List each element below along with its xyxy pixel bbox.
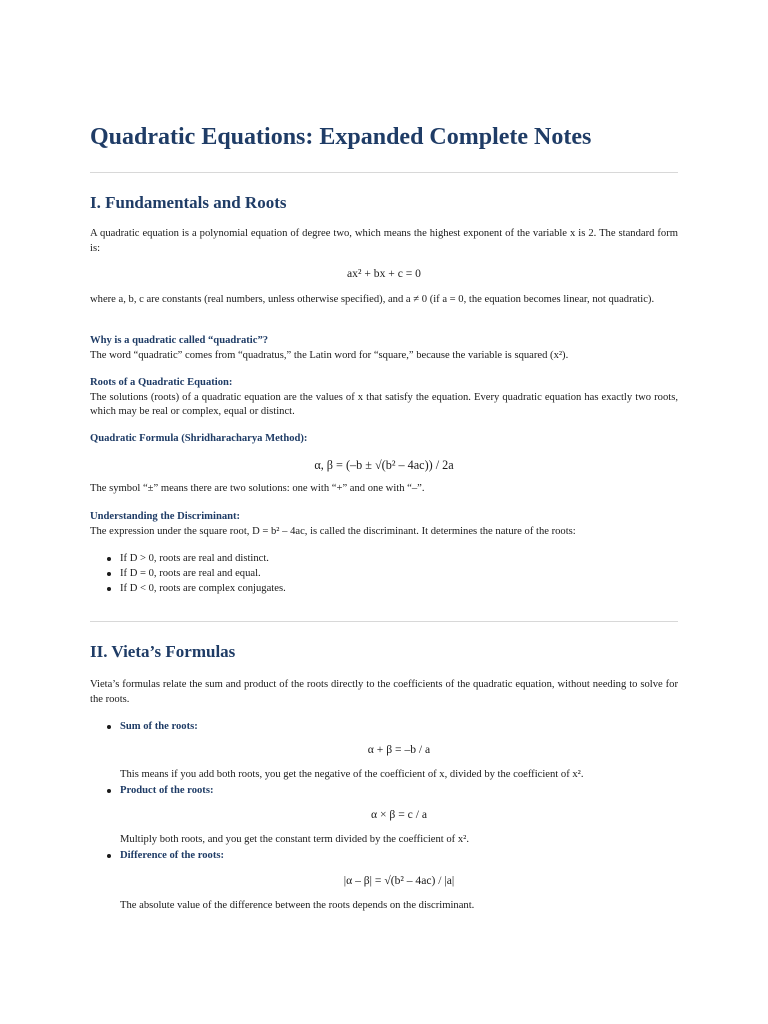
plus-minus-note: The symbol “±” means there are two solutions: one with “+” and one with “–”.: [90, 483, 425, 494]
where-clause: where a, b, c are constants (real numbers, unless otherwise specified), and a ≠ 0 (if a = 0, the equation becomes linear, not quadratic).: [90, 294, 655, 305]
page-title: Quadratic Equations: Expanded Complete Notes: [90, 124, 592, 150]
discriminant-block: [90, 510, 678, 539]
product-of-roots-note: Multiply both roots, and you get the constant term divided by the coefficient of x².: [120, 834, 469, 845]
sum-of-roots-note: This means if you add both roots, you get the negative of the coefficient of x, divided by the coefficient of x².: [120, 769, 584, 780]
product-of-roots-formula: α × β = c / a: [371, 808, 427, 821]
section-1-heading: I. Fundamentals and Roots: [90, 193, 287, 212]
quadratic-formula-label: Quadratic Formula (Shridharacharya Method):: [90, 433, 308, 444]
section-2-heading: II. Vieta’s Formulas: [90, 642, 236, 661]
why-quadratic-label: Why is a quadratic called “quadratic”?: [90, 335, 269, 346]
discriminant-text: The expression under the square root, D = b² – 4ac, is called the discriminant. It determines the nature of the roots:: [90, 525, 576, 537]
section-2-intro: Vieta’s formulas relate the sum and product of the roots directly to the coefficients of the quadratic equation, without needing to solve for the roots.: [90, 679, 678, 705]
quadratic-formula: α, β = (–b ± √(b² – 4ac)) / 2a: [314, 458, 454, 472]
section-1-intro: A quadratic equation is a polynomial equation of degree two, which means the highest exponent of the variable x is 2. The standard form is:: [90, 228, 678, 254]
list-item: If D = 0, roots are real and equal.: [90, 566, 286, 581]
sum-of-roots-formula: α + β = –b / a: [367, 743, 431, 756]
bullet-dot: [107, 725, 111, 729]
bullet-dot: [107, 854, 111, 858]
list-item: If D < 0, roots are complex conjugates.: [90, 581, 286, 596]
discriminant-label: Understanding the Discriminant:: [90, 511, 241, 522]
bullet-dot: [107, 789, 111, 793]
difference-of-roots-note: The absolute value of the difference between the roots depends on the discriminant.: [120, 900, 475, 911]
why-quadratic-block: [90, 334, 678, 363]
section-divider: [90, 621, 678, 622]
discriminant-cases-list: [90, 551, 286, 596]
roots-label: Roots of a Quadratic Equation:: [90, 377, 233, 388]
quadratic-formula-label-block: [90, 432, 678, 447]
sum-of-roots-label: Sum of the roots:: [120, 721, 198, 732]
roots-block: [90, 376, 678, 420]
difference-of-roots-formula: |α – β| = √(b² – 4ac) / |a|: [343, 874, 455, 887]
roots-text: The solutions (roots) of a quadratic equation are the values of x that satisfy the equation. Every quadratic equation has exactly two roots, which may be real or complex, equal or distinct.: [90, 391, 678, 418]
list-item: If D > 0, roots are real and distinct.: [90, 551, 286, 566]
why-quadratic-text: The word “quadratic” comes from “quadratus,” the Latin word for “square,” because the variable is squared (x²).: [90, 349, 569, 361]
product-of-roots-label: Product of the roots:: [120, 785, 214, 796]
difference-of-roots-label: Difference of the roots:: [120, 850, 225, 861]
standard-form-equation: ax² + bx + c = 0: [347, 267, 421, 280]
title-divider: [90, 172, 678, 173]
